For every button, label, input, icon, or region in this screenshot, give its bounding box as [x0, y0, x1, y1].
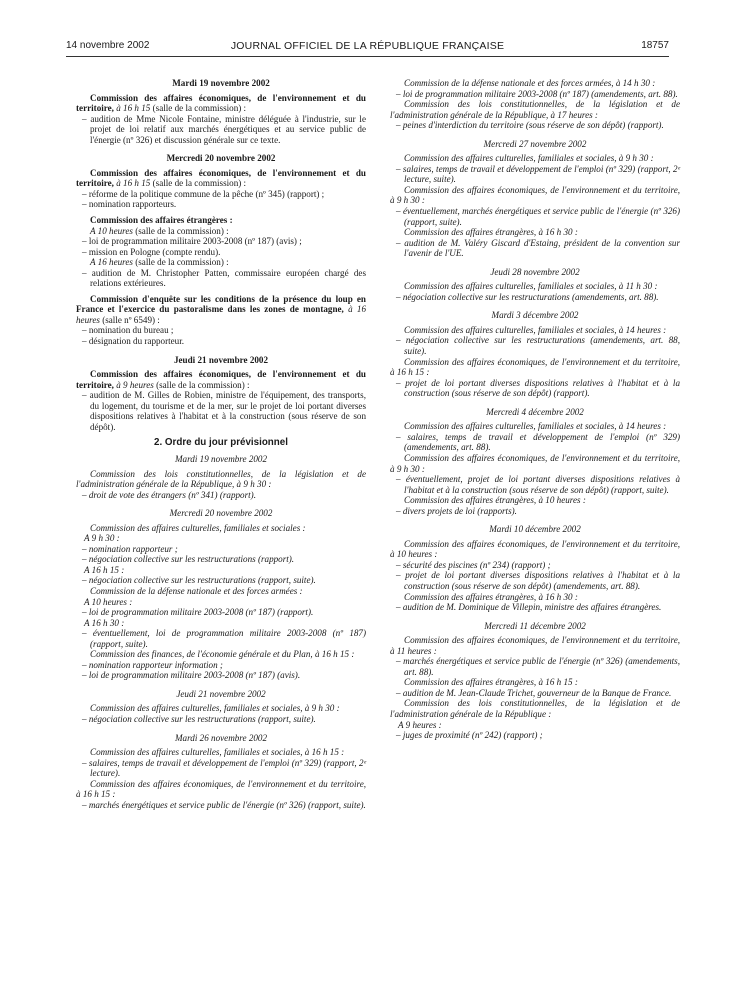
time-entry: A 16 heures (salle de la commission) : — [90, 257, 229, 268]
agenda-item: – nomination du bureau ; — [82, 325, 174, 336]
commission-entry: Commission des affaires culturelles, familiales et sociales, à 14 heures : — [404, 421, 667, 432]
commission-entry: Commission d'enquête sur les conditions de la présence du loup en France et l'exercice du pastoralisme dans les zones de montagne, à 16 heures (salle nº 6549) : — [76, 293, 367, 325]
agenda-item: – droit de vote des étrangers (nº 341) (rapport). — [82, 489, 256, 500]
commission-entry: Commission des affaires culturelles, familiales et sociales, à 9 h 30 : — [90, 703, 340, 714]
agenda-item: – salaires, temps de travail et développement de l'emploi (nº 329) (rapport, 2ᵉ lecture, suite). — [396, 163, 680, 185]
commission-entry: Commission des affaires économiques, de l'environnement et du territoire, à 9 h 30 : — [390, 452, 680, 474]
time-entry: A 10 heures (salle de la commission) : — [90, 225, 229, 236]
commission-entry: Commission des affaires économiques, de l'environnement et du territoire, à 9 heures (salle de la commission) : — [76, 369, 366, 390]
agenda-item: – projet de loi portant diverses dispositions relatives à l'habitat et à la construction (sous réserve de son dépôt) (amendements, art. 88). — [396, 570, 680, 591]
commission-entry: Commission des affaires culturelles, familiales et sociales : — [90, 522, 306, 533]
date-heading: Jeudi 28 novembre 2002 — [490, 266, 580, 277]
agenda-item: – négociation collective sur les restructurations (amendements, art. 88, suite). — [396, 335, 680, 357]
date-heading: Mercredi 20 novembre 2002 — [169, 508, 273, 519]
agenda-item: – sécurité des piscines (nº 234) (rapport) ; — [396, 559, 551, 570]
time-entry: A 10 heures : — [84, 596, 133, 607]
commission-entry: Commission des affaires étrangères, à 16 h 15 : — [404, 677, 578, 688]
agenda-item: – mission en Pologne (compte rendu). — [82, 246, 221, 257]
agenda-item: – marchés énergétiques et service public de l'énergie (nº 326) (rapport, suite). — [82, 799, 366, 810]
date-heading: Jeudi 21 novembre 2002 — [173, 354, 269, 365]
date-heading: Mardi 3 décembre 2002 — [491, 310, 579, 321]
date-heading: Mercredi 11 décembre 2002 — [484, 620, 586, 631]
left-column — [76, 78, 366, 810]
commission-entry: Commission des affaires économiques, de l'environnement et du territoire, à 16 h 15 : — [76, 778, 366, 800]
commission-entry: Commission des finances, de l'économie générale et du Plan, à 16 h 15 : — [90, 649, 355, 660]
commission-entry: Commission de la défense nationale et des forces armées, à 14 h 30 : — [404, 78, 656, 88]
page-header — [66, 40, 669, 56]
commission-entry: Commission des affaires étrangères, à 10 heures : — [404, 495, 586, 506]
commission-entry: Commission des affaires étrangères, à 16 h 30 : — [404, 591, 578, 602]
agenda-item: – audition de M. Gilles de Robien, ministre de l'équipement, des transports, du logement, du tourisme et de la mer, sur le projet de loi portant diverses dispositions relatives à l'habitat et à la construction (sous réserve de son dépôt). — [82, 390, 366, 432]
agenda-item: – négociation collective sur les restructurations (rapport). — [82, 554, 295, 565]
commission-entry: Commission des lois constitutionnelles, de la législation et de l'administration générale de la République, à 17 heures : — [390, 99, 680, 120]
agenda-item: – peines d'interdiction du territoire (sous réserve de son dépôt) (rapport). — [396, 120, 664, 131]
commission-entry: Commission des affaires culturelles, familiales et sociales, à 16 h 15 : — [90, 747, 345, 758]
date-heading: Mardi 10 décembre 2002 — [489, 524, 581, 535]
agenda-item: – négociation collective sur les restructurations (rapport, suite). — [82, 713, 316, 724]
time-entry: A 9 heures : — [398, 719, 442, 730]
header-rule — [66, 56, 669, 57]
commission-entry: Commission des affaires économiques, de l'environnement et du territoire, à 16 h 15 (salle de la commission) : — [76, 167, 366, 189]
commission-entry: Commission des lois constitutionnelles, de la législation et de l'administration générale de la République, à 9 h 30 : — [76, 468, 366, 490]
right-column — [390, 78, 680, 741]
commission-entry: Commission des affaires culturelles, familiales et sociales, à 9 h 30 : — [404, 153, 654, 164]
page-number: 18757 — [641, 40, 669, 51]
date-heading: Mercredi 4 décembre 2002 — [486, 406, 584, 417]
agenda-item: – audition de M. Jean-Claude Trichet, gouverneur de la Banque de France. — [396, 687, 672, 698]
agenda-item: – éventuellement, loi de programmation militaire 2003-2008 (nº 187) (rapport, suite). — [82, 628, 366, 649]
agenda-item: – éventuellement, marchés énergétiques et service public de l'énergie (nº 326) (rapport, suite). — [396, 206, 680, 227]
time-entry: A 16 h 15 : — [84, 564, 125, 575]
agenda-item: – loi de programmation militaire 2003-2008 (nº 187) (avis) ; — [82, 236, 302, 247]
journal-title: JOURNAL OFFICIEL DE LA RÉPUBLIQUE FRANÇAISE — [230, 40, 505, 52]
time-entry: A 16 h 30 : — [84, 617, 125, 628]
provisional-agenda — [76, 454, 366, 810]
commission-entry: Commission de la défense nationale et des forces armées : — [90, 585, 303, 596]
agenda-item: – nomination rapporteurs. — [82, 199, 177, 210]
agenda-item: – projet de loi portant diverses dispositions relatives à l'habitat et à la construction (sous réserve de son dépôt) (rapport). — [396, 377, 680, 399]
commission-entry: Commission des affaires économiques, de l'environnement et du territoire, à 16 h 15 : — [390, 356, 680, 378]
agenda-item: – loi de programmation militaire 2003-2008 (nº 187) (avis). — [82, 670, 301, 681]
time-entry: A 9 h 30 : — [84, 533, 120, 544]
date-heading: Mercredi 20 novembre 2002 — [166, 153, 276, 164]
commission-entry: Commission des affaires étrangères, à 16 h 30 : — [404, 227, 578, 238]
agenda-item: – salaires, temps de travail et développement de l'emploi (nº 329) (amendements, art. 88). — [396, 431, 680, 453]
agenda-item: – désignation du rapporteur. — [82, 336, 185, 347]
commission-entry: Commission des affaires culturelles, familiales et sociales, à 11 h 30 : — [404, 281, 658, 292]
agenda-item: – loi de programmation militaire 2003-2008 (nº 187) (rapport). — [82, 607, 314, 618]
commission-entry: Commission des affaires étrangères : — [90, 215, 233, 226]
commission-entry: Commission des affaires économiques, de l'environnement et du territoire, à 11 heures : — [390, 635, 680, 656]
commission-entry: Commission des lois constitutionnelles, de la législation et de l'administration générale de la République : — [390, 698, 680, 719]
section-heading: 2. Ordre du jour prévisionnel — [154, 437, 288, 449]
commission-entry: Commission des affaires économiques, de l'environnement et du territoire, à 16 h 15 (salle de la commission) : — [76, 92, 366, 114]
agenda-item: – nomination rapporteur ; — [82, 543, 178, 554]
agenda-item: – réforme de la politique commune de la pêche (nº 345) (rapport) ; — [82, 188, 325, 199]
date-heading: Jeudi 21 novembre 2002 — [176, 688, 266, 699]
date-heading: Mardi 19 novembre 2002 — [172, 78, 270, 88]
agenda-item: – négociation collective sur les restructurations (rapport, suite). — [82, 575, 316, 586]
header-date: 14 novembre 2002 — [66, 40, 150, 51]
agenda-item: – salaires, temps de travail et développement de l'emploi (nº 329) (rapport, 2ᵉ lecture). — [82, 757, 366, 779]
agenda-item: – loi de programmation militaire 2003-2008 (nº 187) (amendements, art. 88). — [396, 88, 678, 99]
date-heading: Mardi 26 novembre 2002 — [174, 732, 268, 743]
agenda-item: – négociation collective sur les restructurations (amendements, art. 88). — [396, 291, 659, 302]
agenda-item: – nomination rapporteur information ; — [82, 659, 223, 670]
agenda-item: – audition de M. Christopher Patten, commissaire européen chargé des relations extérieures. — [82, 267, 366, 289]
agenda-item: – audition de M. Valéry Giscard d'Estaing, président de la convention sur l'avenir de l'UE. — [396, 237, 680, 259]
commission-entry: Commission des affaires culturelles, familiales et sociales, à 14 heures : — [404, 324, 667, 335]
agenda-item: – divers projets de loi (rapports). — [396, 505, 517, 516]
date-heading: Mercredi 27 novembre 2002 — [483, 138, 587, 149]
agenda-item: – juges de proximité (nº 242) (rapport) ; — [396, 730, 543, 741]
commission-entry: Commission des affaires économiques, de l'environnement et du territoire, à 10 heures : — [390, 538, 680, 560]
agenda-item: – audition de M. Dominique de Villepin, ministre des affaires étrangères. — [396, 602, 662, 613]
date-heading: Mardi 19 novembre 2002 — [174, 453, 268, 464]
agenda-item: – audition de Mme Nicole Fontaine, ministre déléguée à l'industrie, sur le projet de loi relatif aux marchés énergétiques et au service public de l'énergie (nº 326) et discussion générale sur ce texte. — [82, 113, 366, 145]
agenda-item: – éventuellement, projet de loi portant diverses dispositions relatives à l'habitat et à la construction (sous réserve de son dépôt) (rapport, suite). — [396, 474, 680, 495]
agenda-item: – marchés énergétiques et service public de l'énergie (nº 326) (amendements, art. 88). — [396, 656, 680, 677]
commission-entry: Commission des affaires économiques, de l'environnement et du territoire, à 9 h 30 : — [390, 184, 680, 206]
